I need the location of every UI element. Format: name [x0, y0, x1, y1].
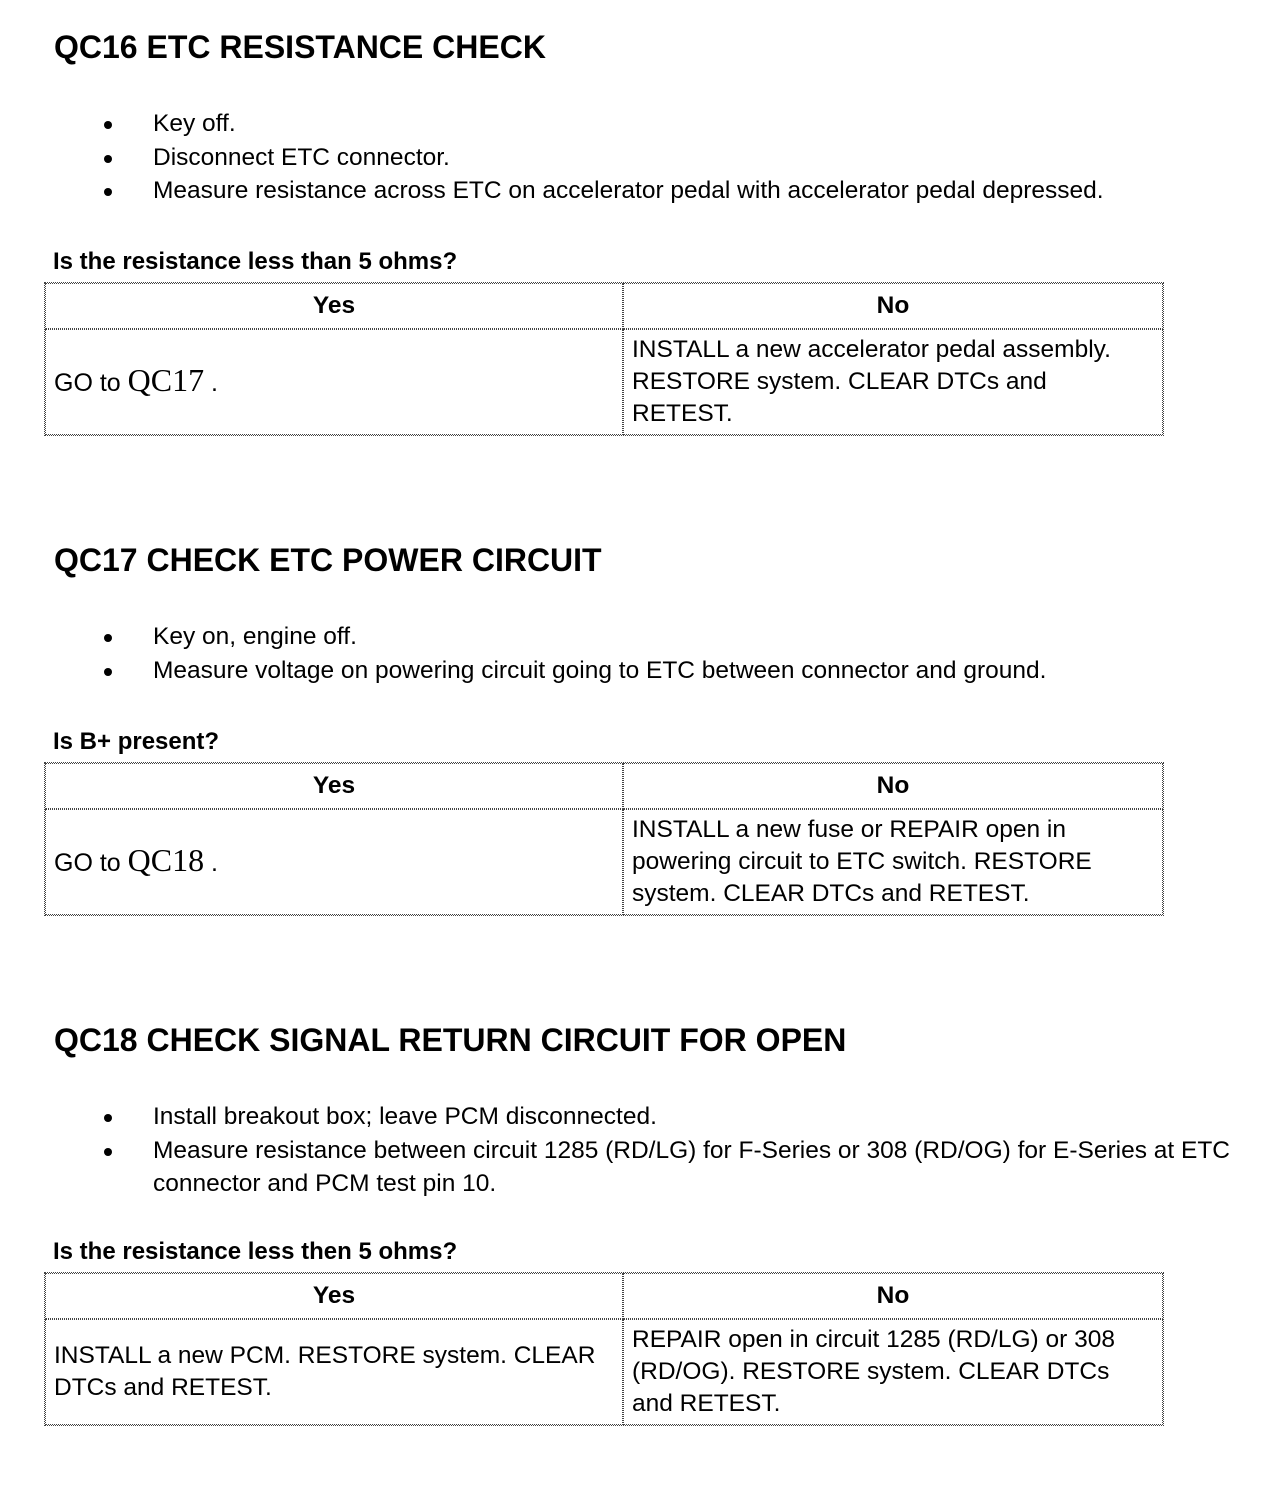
bullet-icon: [104, 668, 112, 676]
bullet-icon: [104, 1114, 112, 1122]
yes-header: Yes: [45, 283, 623, 329]
section-heading: QC16 ETC RESISTANCE CHECK: [54, 29, 546, 65]
table-row: [45, 1319, 1163, 1425]
steps-list: [0, 1100, 1280, 1201]
no-cell: INSTALL a new accelerator pedal assembly. RESTORE system. CLEAR DTCs and RETEST.: [623, 329, 1163, 435]
list-item: Disconnect ETC connector.: [0, 141, 1280, 175]
question-text: Is the resistance less then 5 ohms?: [53, 1238, 458, 1265]
goto-link-qc18[interactable]: QC18: [127, 842, 205, 878]
goto-text: GO to QC17 .: [54, 362, 218, 398]
steps-list: [0, 620, 1280, 687]
no-header: No: [623, 283, 1163, 329]
list-item: Measure resistance between circuit 1285 (RD/LG) for F-Series or 308 (RD/OG) for E-Series at ETC connector and PCM test pin 10.: [0, 1134, 1280, 1201]
no-header: No: [623, 1273, 1163, 1319]
question-text: Is the resistance less than 5 ohms?: [53, 248, 458, 275]
decision-table: [44, 1272, 1164, 1426]
decision-table: [44, 282, 1164, 436]
table-row: [45, 329, 1163, 435]
bullet-icon: [104, 1148, 112, 1156]
section-heading: QC18 CHECK SIGNAL RETURN CIRCUIT FOR OPEN: [54, 1022, 847, 1058]
yes-cell: [45, 809, 623, 915]
no-cell: REPAIR open in circuit 1285 (RD/LG) or 308 (RD/OG). RESTORE system. CLEAR DTCs and RETEST.: [623, 1319, 1163, 1425]
no-header: No: [623, 763, 1163, 809]
table-header-row: [45, 1273, 1163, 1319]
table-row: [45, 809, 1163, 915]
yes-header: Yes: [45, 763, 623, 809]
goto-link-qc17[interactable]: QC17: [127, 362, 205, 398]
table-header-row: [45, 763, 1163, 809]
yes-header: Yes: [45, 1273, 623, 1319]
bullet-icon: [104, 188, 112, 196]
no-cell: INSTALL a new fuse or REPAIR open in powering circuit to ETC switch. RESTORE system. CLEAR DTCs and RETEST.: [623, 809, 1163, 915]
steps-list: [0, 107, 1280, 208]
list-item: Measure voltage on powering circuit going to ETC between connector and ground.: [0, 654, 1280, 688]
yes-cell: INSTALL a new PCM. RESTORE system. CLEAR DTCs and RETEST.: [45, 1319, 623, 1425]
table-header-row: [45, 283, 1163, 329]
list-item: Key on, engine off.: [0, 620, 1280, 654]
goto-text: GO to QC18 .: [54, 842, 218, 878]
bullet-icon: [104, 634, 112, 642]
decision-table: [44, 762, 1164, 916]
bullet-icon: [104, 121, 112, 129]
question-text: Is B+ present?: [53, 728, 220, 755]
yes-cell: [45, 329, 623, 435]
list-item: Key off.: [0, 107, 1280, 141]
bullet-icon: [104, 155, 112, 163]
list-item: Measure resistance across ETC on accelerator pedal with accelerator pedal depressed.: [0, 174, 1280, 208]
list-item: Install breakout box; leave PCM disconnected.: [0, 1100, 1280, 1134]
section-heading: QC17 CHECK ETC POWER CIRCUIT: [54, 542, 602, 578]
